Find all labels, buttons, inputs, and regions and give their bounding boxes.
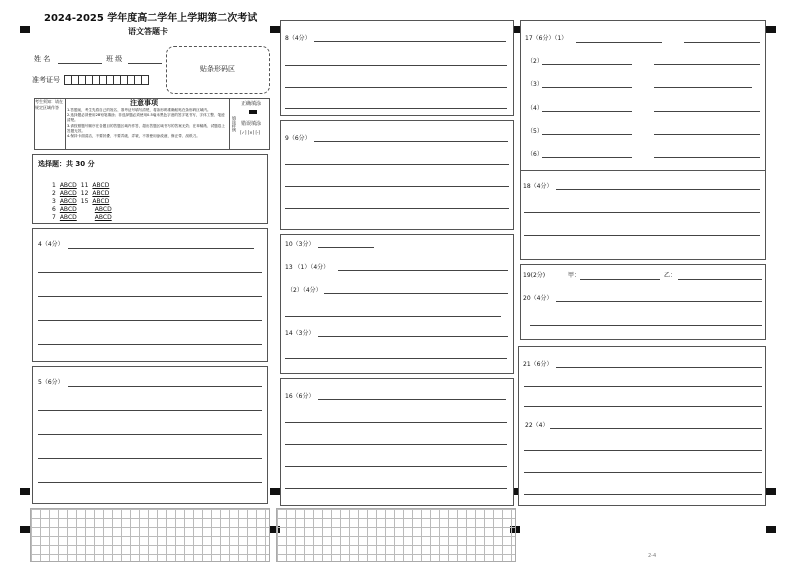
answer-line[interactable] <box>324 293 508 294</box>
answer-line[interactable] <box>314 141 508 142</box>
fill-correct-label: 正确填涂 <box>241 101 262 107</box>
wrong-bubbles: [✓] [×] [-] <box>240 130 261 135</box>
mcq-row[interactable] <box>52 198 109 205</box>
q5-label: 5（6分） <box>38 379 64 386</box>
answer-line[interactable] <box>285 65 507 66</box>
position-mark <box>766 526 776 533</box>
answer-box-q8 <box>280 20 514 116</box>
answer-line[interactable] <box>285 422 507 423</box>
options[interactable]: ABCD <box>59 182 77 189</box>
answer-line[interactable] <box>654 157 760 158</box>
answer-box-q19-20 <box>520 264 766 340</box>
answer-line[interactable] <box>524 450 762 451</box>
q21-label: 21（6分） <box>523 361 553 368</box>
answer-line[interactable] <box>654 64 760 65</box>
q-num: 7 <box>52 214 56 221</box>
answer-line[interactable] <box>654 111 760 112</box>
answer-line[interactable] <box>542 157 632 158</box>
answer-line[interactable] <box>684 42 760 43</box>
mcq-row[interactable] <box>52 182 109 189</box>
mcq-row[interactable] <box>52 214 112 221</box>
answer-line[interactable] <box>38 344 262 345</box>
answer-line[interactable] <box>524 494 762 495</box>
answer-line[interactable] <box>285 488 507 489</box>
mcq-row[interactable] <box>52 206 112 213</box>
q-num: 15 <box>80 198 89 205</box>
answer-line[interactable] <box>38 272 262 273</box>
answer-line[interactable] <box>38 458 262 459</box>
position-mark <box>270 26 280 33</box>
notice-left-text: 考生须知：请在规定区域作答 <box>35 99 63 110</box>
answer-line[interactable] <box>338 270 508 271</box>
answer-line[interactable] <box>542 111 632 112</box>
answer-line[interactable] <box>556 301 762 302</box>
q13a-label: 13 （1）（4分） <box>285 264 330 271</box>
options[interactable]: ABCD <box>92 190 110 197</box>
class-label: 班 级 <box>106 55 123 63</box>
q19-yi-label: 乙： <box>664 272 677 279</box>
answer-line[interactable] <box>38 410 262 411</box>
options[interactable]: ABCD <box>92 198 110 205</box>
answer-line[interactable] <box>524 386 762 387</box>
q9-label: 9（6分） <box>285 135 311 142</box>
answer-line[interactable] <box>285 316 501 317</box>
answer-line[interactable] <box>285 466 507 467</box>
composition-grid[interactable] <box>276 508 516 562</box>
barcode-label: 贴条形码区 <box>200 65 235 73</box>
class-field[interactable] <box>128 63 162 64</box>
q17-3-label: （3） <box>527 81 543 88</box>
answer-line[interactable] <box>38 434 262 435</box>
fill-example-label: 填涂样例 <box>232 116 237 132</box>
answer-box-q9 <box>280 120 514 230</box>
answer-line[interactable] <box>678 279 762 280</box>
options[interactable]: ABCD <box>94 214 112 221</box>
options[interactable]: ABCD <box>59 190 77 197</box>
answer-line[interactable] <box>524 472 762 473</box>
q-num: 2 <box>52 190 56 197</box>
page-title: 2024-2025 学年度高二学年上学期第二次考试 <box>44 13 258 24</box>
answer-line[interactable] <box>556 367 762 368</box>
name-label: 姓 名 <box>34 55 51 63</box>
answer-line[interactable] <box>530 325 762 326</box>
answer-line[interactable] <box>542 87 632 88</box>
answer-line[interactable] <box>38 296 262 297</box>
answer-line[interactable] <box>285 164 509 165</box>
answer-line[interactable] <box>318 247 374 248</box>
answer-box-q17 <box>520 20 766 174</box>
q22-label: 22（4） <box>525 422 549 429</box>
answer-line[interactable] <box>318 399 506 400</box>
notice-line: 1.答题前，考生先将自己的姓名、准考证号填写清楚，将条形码准确粘贴在条形码区域内。 <box>67 108 211 112</box>
notice-line: 4.保持卡面清洁，不要折叠、不要弄破、弄皱，不准使用涂改液、修正带、刮纸刀。 <box>67 134 200 139</box>
q-num: 11 <box>80 182 89 189</box>
q13b-label: （2）（4分） <box>287 287 322 294</box>
options[interactable]: ABCD <box>59 198 77 205</box>
notice-line: 3.请按照题号顺序在各题目的答题区域内作答，超出答题区域书写的答案无效；在草稿纸、试题卷上答题无效。 <box>67 123 225 133</box>
q20-label: 20（4分） <box>523 295 553 302</box>
position-mark <box>766 488 776 495</box>
q8-label: 8（4分） <box>285 35 311 42</box>
options[interactable]: ABCD <box>59 206 77 213</box>
q-num: 3 <box>52 198 56 205</box>
notice-lines <box>67 108 227 148</box>
composition-grid[interactable] <box>30 508 270 562</box>
options[interactable]: ABCD <box>94 206 112 213</box>
q17-4-label: （4） <box>527 105 543 112</box>
q14-label: 14（3分） <box>285 330 315 337</box>
q-num: 6 <box>52 206 56 213</box>
answer-line[interactable] <box>542 134 632 135</box>
answer-line[interactable] <box>68 386 262 387</box>
answer-line[interactable] <box>285 358 507 359</box>
q17-6-label: （6） <box>527 151 543 158</box>
notice-left <box>35 99 66 149</box>
position-mark <box>20 26 30 33</box>
answer-line[interactable] <box>38 482 262 483</box>
page-subtitle: 语文答题卡 <box>128 27 168 36</box>
page-number: 2-4 <box>648 553 657 559</box>
q17-label: 17（6分）（1） <box>525 35 568 42</box>
choice-title: 选择题：共 30 分 <box>38 160 95 168</box>
exam-id-boxes[interactable] <box>64 75 148 85</box>
answer-line[interactable] <box>550 428 762 429</box>
answer-line[interactable] <box>654 134 760 135</box>
answer-line[interactable] <box>524 235 760 236</box>
answer-line[interactable] <box>285 108 507 109</box>
q17-5-label: （5） <box>527 128 543 135</box>
answer-line[interactable] <box>524 212 760 213</box>
q-num: 1 <box>52 182 56 189</box>
q17-2-label: （2） <box>527 58 543 65</box>
position-mark <box>20 526 30 533</box>
answer-line[interactable] <box>542 64 632 65</box>
position-mark <box>20 488 30 495</box>
q19-label: 19(2分) <box>523 272 546 279</box>
q-num: 12 <box>80 190 89 197</box>
answer-line[interactable] <box>580 279 660 280</box>
answer-line[interactable] <box>38 320 262 321</box>
fill-wrong-label: 错误填涂 <box>241 121 262 127</box>
answer-line[interactable] <box>556 189 760 190</box>
answer-line[interactable] <box>285 186 509 187</box>
answer-line[interactable] <box>318 336 508 337</box>
q10-label: 10（3分） <box>285 241 315 248</box>
filled-bubble <box>249 110 257 114</box>
q4-label: 4（4分） <box>38 241 64 248</box>
answer-box-q18 <box>520 170 766 260</box>
position-mark <box>270 488 280 495</box>
answer-line[interactable] <box>285 87 507 88</box>
name-field[interactable] <box>58 63 102 64</box>
q18-label: 18（4分） <box>523 183 553 190</box>
answer-line[interactable] <box>68 248 254 249</box>
answer-line[interactable] <box>285 444 507 445</box>
answer-line[interactable] <box>654 87 752 88</box>
answer-box-q10-14 <box>280 234 514 374</box>
answer-line[interactable] <box>314 41 506 42</box>
answer-box-q21-22 <box>518 346 766 506</box>
position-mark <box>766 26 776 33</box>
exam-id-label: 准考证号 <box>32 76 60 84</box>
q19-jia-label: 甲： <box>568 272 581 279</box>
answer-box-q16 <box>280 378 514 506</box>
notice-line: 2.选择题必须使用2B铅笔填涂；非选择题必须使用0.5毫米黑色字迹的签字笔书写，字体工整、笔迹清楚。 <box>67 113 225 123</box>
options[interactable]: ABCD <box>92 182 110 189</box>
answer-line[interactable] <box>576 42 662 43</box>
notice-title: 注意事项 <box>130 99 158 107</box>
options[interactable]: ABCD <box>59 214 77 221</box>
q16-label: 16（6分） <box>285 393 315 400</box>
answer-line[interactable] <box>524 406 762 407</box>
mcq-row[interactable] <box>52 190 109 197</box>
answer-line[interactable] <box>285 208 509 209</box>
